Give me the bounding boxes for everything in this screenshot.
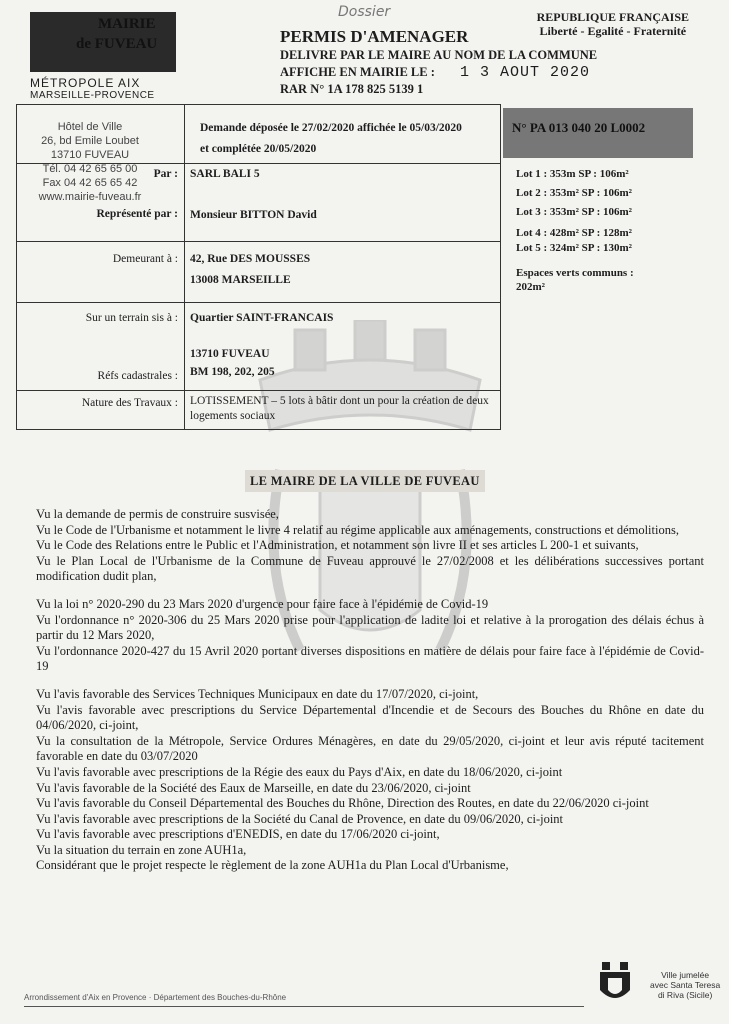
paragraph: Vu la situation du terrain en zone AUH1a, <box>36 842 247 857</box>
demeurant-value2: 13008 MARSEILLE <box>190 274 291 286</box>
logo-text-mairie: MAIRIE <box>98 16 156 32</box>
paragraph: Vu le Code des Relations entre le Public et l'Administration, et notamment son livre II et ses articles L 200-1 et suivants, <box>36 538 639 553</box>
nature-label: Nature des Travaux : <box>81 397 178 409</box>
terrain-value2: 13710 FUVEAU <box>190 348 270 360</box>
paragraph: Considérant que le projet respecte le règlement de la zone AUH1a du Plan Local d'Urbanisme, <box>36 858 509 873</box>
hotel-line: 26, bd Emile Loubet <box>41 135 139 147</box>
paragraph: Vu l'ordonnance n° 2020-306 du 25 Mars 2020 prise pour l'application de ladite loi et relative à la prorogation des délais échus à partir du 12 Mars 2020, <box>36 612 704 643</box>
twin-line: di Riva (Sicile) <box>657 990 713 1000</box>
hotel-line: Hôtel de Ville <box>57 121 123 133</box>
paragraph: Vu l'avis favorable avec prescriptions du Service Départemental d'Incendie et de Secours des Bouches du Rhône en date du 04/06/2020, ci-joint, <box>36 702 704 733</box>
republic-header <box>537 10 689 38</box>
row-divider <box>16 241 500 242</box>
rar-number: RAR N° 1A 178 825 5139 1 <box>280 82 424 96</box>
paragraph: Vu le Code de l'Urbanisme et notamment le livre 4 relatif au régime applicable aux aménagements, constructions et démolitions, <box>36 522 679 537</box>
hotel-line: Tél. 04 42 65 65 00 <box>42 163 138 175</box>
twin-town-note <box>650 970 720 1000</box>
paragraph: Vu la loi n° 2020-290 du 23 Mars 2020 d'urgence pour faire face à l'épidémie de Covid-19 <box>36 596 489 611</box>
completee-line: et complétée 20/05/2020 <box>200 143 317 155</box>
handwritten-note: Dossier <box>338 4 391 20</box>
lot-item: Lot 2 : 353m² SP : 106m² <box>516 187 632 199</box>
permit-number: N° PA 013 040 20 L0002 <box>512 120 646 135</box>
twin-line: avec Santa Teresa <box>650 980 721 990</box>
paragraph: Vu l'avis favorable du Conseil Départemental des Bouches du Rhône, Direction des Routes, en date du 22/06/2020 ci-joint <box>36 796 649 811</box>
lot-item: Lot 3 : 353m² SP : 106m² <box>516 206 632 218</box>
lot-item: Lot 5 : 324m² SP : 130m² <box>516 242 632 254</box>
row-divider <box>16 390 500 391</box>
terrain-label: Sur un terrain sis à : <box>85 312 178 324</box>
town-crest-icon <box>596 960 634 1008</box>
paragraph: Vu la consultation de la Métropole, Service Ordures Ménagères, en date du 29/05/2020, ci-joint et leur avis réputé tacitement favorable en date du 03/07/2020 <box>36 733 704 764</box>
affiche-label: AFFICHE EN MAIRIE LE : <box>280 65 435 79</box>
hotel-line: 13710 FUVEAU <box>50 149 130 161</box>
nature-value: LOTISSEMENT – 5 lots à bâtir dont un pour la création de deux logements sociaux <box>190 395 489 422</box>
par-label: Par : <box>153 168 178 180</box>
represente-label: Représenté par : <box>96 208 178 220</box>
espaces-label: Espaces verts communs : <box>516 267 634 279</box>
paragraph: Vu l'avis favorable de la Société des Eaux de Marseille, en date du 23/06/2020, ci-joint <box>36 780 471 795</box>
paragraph: Vu le Plan Local de l'Urbanisme de la Commune de Fuveau approuvé le 27/02/2008 et les délibérations successives portant modification dudit plan, <box>36 553 704 584</box>
paragraph: Vu l'avis favorable avec prescriptions d'ENEDIS, en date du 17/06/2020 ci-joint, <box>36 827 440 842</box>
lot-item: Lot 4 : 428m² SP : 128m² <box>516 227 632 239</box>
refs-label: Réfs cadastrales : <box>97 370 178 382</box>
demande-line: Demande déposée le 27/02/2020 affichée le 05/03/2020 <box>200 122 462 134</box>
demeurant-value1: 42, Rue DES MOUSSES <box>190 253 311 265</box>
footer-arrondissement: Arrondissement d'Aix en Provence · Département des Bouches-du-Rhône <box>24 993 287 1002</box>
refs-value: BM 198, 202, 205 <box>190 366 275 378</box>
lot-item: Lot 1 : 353m SP : 106m² <box>516 168 629 180</box>
table-divider <box>184 104 185 429</box>
metropole-line2: MARSEILLE-PROVENCE <box>30 90 155 101</box>
mayor-title: LE MAIRE DE LA VILLE DE FUVEAU <box>250 474 480 488</box>
par-value: SARL BALI 5 <box>190 168 260 180</box>
delivered-line: DELIVRE PAR LE MAIRE AU NOM DE LA COMMUNE <box>280 48 598 62</box>
paragraph: Vu l'avis favorable des Services Techniques Municipaux en date du 17/07/2020, ci-joint, <box>36 686 479 701</box>
logo-text-fuveau: de FUVEAU <box>76 36 158 52</box>
represente-value: Monsieur BITTON David <box>190 209 317 221</box>
hotel-line: Fax 04 42 65 65 42 <box>42 177 138 189</box>
paragraph: Vu la demande de permis de construire susvisée, <box>36 507 279 521</box>
paragraph: Vu l'ordonnance 2020-427 du 15 Avril 2020 portant diverses dispositions en matière de délais pour faire face à l'épidémie de Covid-19 <box>36 643 704 674</box>
row-divider <box>16 302 500 303</box>
permit-title: PERMIS D'AMENAGER <box>280 27 469 46</box>
demeurant-label: Demeurant à : <box>112 253 178 265</box>
paragraph: Vu l'avis favorable avec prescriptions de la Régie des eaux du Pays d'Aix, en date du 18/06/2020, ci-joint <box>36 764 563 779</box>
paragraph: Vu l'avis favorable avec prescriptions de la Société du Canal de Provence, en date du 09/06/2020, ci-joint <box>36 811 564 826</box>
twin-line: Ville jumelée <box>661 970 710 980</box>
hotel-line: www.mairie-fuveau.fr <box>38 191 142 203</box>
metropole-line1: MÉTROPOLE AIX <box>30 76 141 90</box>
footer-divider <box>24 1006 584 1007</box>
espaces-value: 202m² <box>516 281 545 293</box>
republic-motto: Liberté - Egalité - Fraternité <box>539 24 687 38</box>
decision-body <box>36 507 704 874</box>
hotel-address <box>30 120 150 204</box>
affiche-date-stamp: 1 3 AOUT 2020 <box>460 64 591 81</box>
terrain-value1: Quartier SAINT-FRANCAIS <box>190 312 334 324</box>
lots-list <box>516 165 634 294</box>
republic-name: REPUBLIQUE FRANÇAISE <box>536 10 689 24</box>
